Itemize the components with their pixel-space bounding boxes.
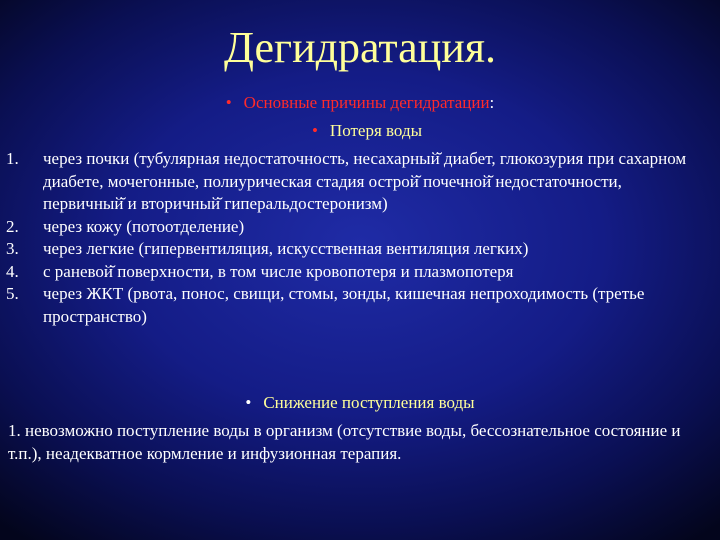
main-heading-bullet: • bbox=[225, 93, 232, 112]
list-item-number: 5. bbox=[6, 284, 19, 303]
list-item-number: 1. bbox=[6, 149, 19, 168]
reduced-intake-text: Снижение поступления воды bbox=[263, 393, 475, 412]
main-heading-text: Основные причины дегидратации bbox=[243, 93, 490, 112]
water-loss-bullet: • bbox=[311, 121, 318, 140]
list-item bbox=[6, 238, 706, 261]
list-item-text: с раневой̆ поверхности, в том числе кровопотеря и плазмопотеря bbox=[43, 261, 514, 281]
reduced-intake-heading bbox=[0, 393, 720, 413]
list-item-text: через кожу (потоотделение) bbox=[43, 216, 245, 236]
main-heading-colon: : bbox=[489, 93, 495, 112]
water-loss-heading bbox=[0, 121, 720, 141]
list-item bbox=[6, 261, 706, 284]
list-item-number: 4. bbox=[6, 261, 19, 281]
list-item bbox=[6, 216, 706, 239]
water-loss-list bbox=[6, 148, 706, 328]
list-item-number: 3. bbox=[6, 239, 19, 258]
reduced-intake-bullet: • bbox=[245, 393, 252, 412]
list-item-number: 2. bbox=[6, 216, 19, 236]
main-heading bbox=[0, 93, 720, 113]
water-loss-text: Потеря воды bbox=[329, 121, 423, 140]
list-item bbox=[6, 148, 706, 216]
list-item bbox=[6, 283, 706, 328]
list-item-text: через ЖКТ (рвота, понос, свищи, стомы, зонды, кишечная непроходимость (третье пространство) bbox=[43, 284, 645, 326]
reduced-intake-body: 1. невозможно поступление воды в организм (отсутствие воды, бессознательное состояние и т.п.), неадекватное кормление и инфузионная терапия. bbox=[8, 421, 681, 463]
slide-title: Дегидратация. bbox=[223, 23, 497, 72]
list-item-text: через почки (тубулярная недостаточность, несахарный̆ диабет, глюкозурия при сахарном диабете, мочегонные, полиурическая стадия острой̆ почечной̆ недостаточности, первичный̆ и вторичный̆ гиперальдостеронизм) bbox=[43, 149, 687, 213]
list-item-text: через легкие (гипервентиляция, искусственная вентиляция легких) bbox=[43, 239, 529, 258]
